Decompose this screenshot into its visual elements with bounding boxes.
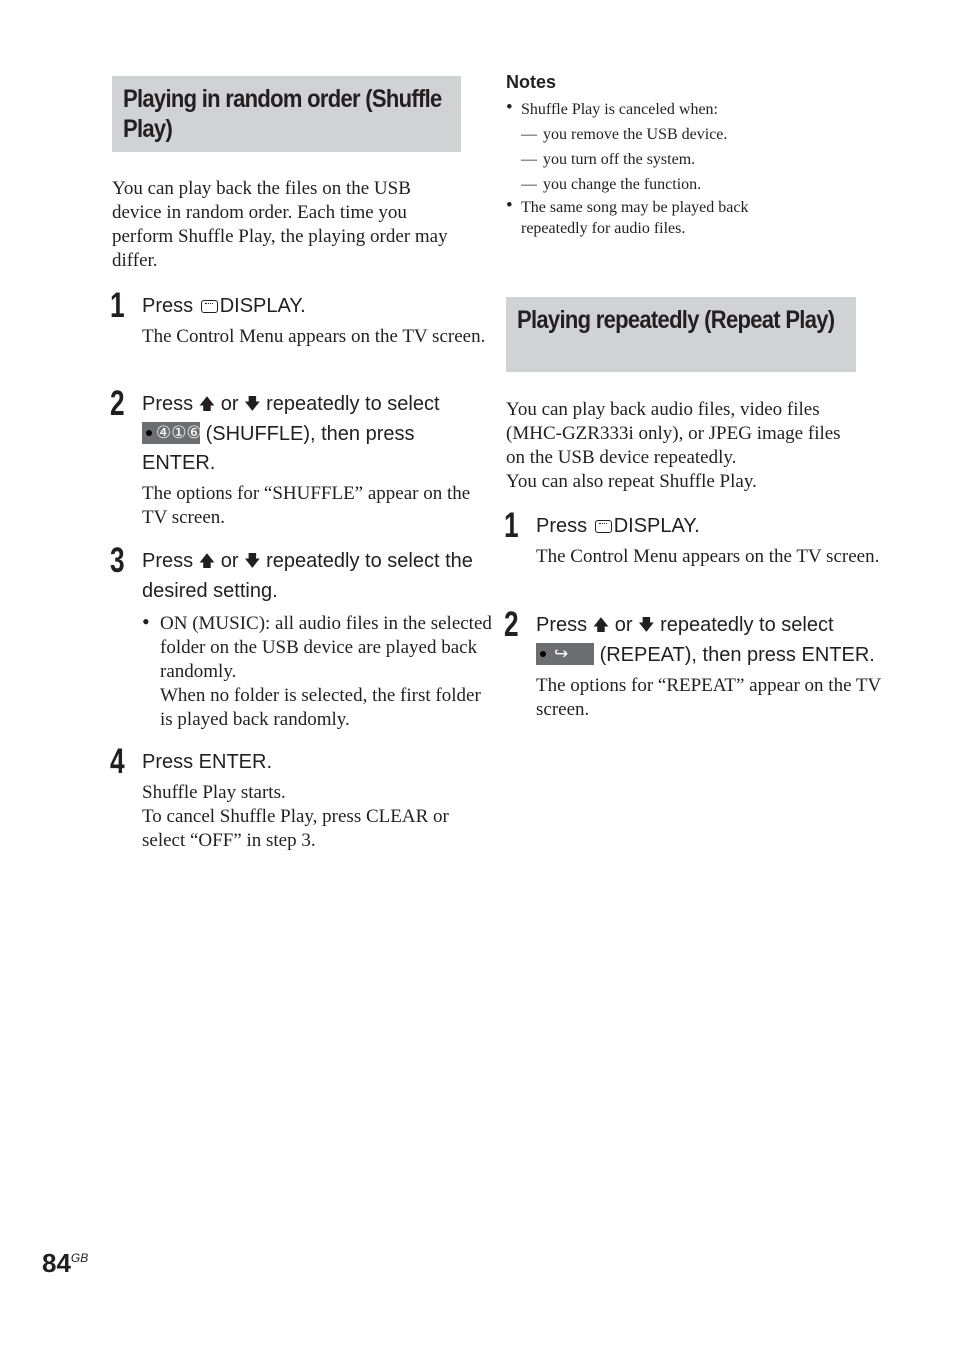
press-text: Press xyxy=(536,614,588,636)
region-code: GB xyxy=(70,1251,89,1265)
display-text: DISPLAY. xyxy=(219,295,306,317)
menu-item-text: (REPEAT), then press ENTER. xyxy=(599,644,875,666)
step-number: 2 xyxy=(504,605,519,644)
shuffle-step-4 xyxy=(110,742,492,853)
or-text: or xyxy=(614,614,633,636)
list-item: — you change the function. xyxy=(506,172,856,197)
press-text: Press xyxy=(142,550,194,572)
step-description: The options for “SHUFFLE” appear on the TV screen. xyxy=(142,483,471,528)
setting-list xyxy=(142,612,492,732)
press-text: Press xyxy=(142,295,194,317)
step-description: Shuffle Play starts. To cancel Shuffle Play, press CLEAR or select “OFF” in step 3. xyxy=(142,782,449,851)
display-button-icon xyxy=(595,520,612,533)
step-description: The options for “REPEAT” appear on the TV screen. xyxy=(536,675,881,720)
down-arrow-icon: 🡇 xyxy=(244,553,261,570)
section-heading-shuffle xyxy=(112,76,461,152)
step-number: 1 xyxy=(504,506,519,545)
step-number: 2 xyxy=(110,384,125,423)
down-arrow-icon: 🡇 xyxy=(638,617,655,634)
repeat-text: repeatedly to select the desired setting. xyxy=(142,550,473,602)
up-arrow-icon: 🡅 xyxy=(592,617,610,634)
shuffle-step-1 xyxy=(110,286,492,349)
step-description: The Control Menu appears on the TV screen. xyxy=(142,326,486,347)
repeat-heading-text: Playing repeatedly (Repeat Play) xyxy=(517,306,835,334)
shuffle-heading-text: Playing in random order (Shuffle Play) xyxy=(123,85,442,143)
step-instruction xyxy=(142,547,492,606)
display-button-icon xyxy=(201,300,218,313)
step-instruction xyxy=(536,611,886,670)
repeat-osd-icon: ↪ xyxy=(536,643,594,665)
shuffle-step-2 xyxy=(110,384,492,530)
press-text: Press xyxy=(536,515,588,537)
repeat-text: repeatedly to select xyxy=(266,393,440,415)
menu-item-text: (SHUFFLE), then press ENTER. xyxy=(142,423,415,474)
step-description: The Control Menu appears on the TV screen. xyxy=(536,546,880,567)
step-instruction xyxy=(536,512,886,541)
step-instruction: Press ENTER. xyxy=(142,751,273,773)
section-heading-repeat xyxy=(506,297,856,372)
list-item: • Shuffle Play is canceled when: xyxy=(506,97,856,122)
repeat-step-1 xyxy=(504,506,886,569)
repeat-step-2 xyxy=(504,605,886,722)
display-text: DISPLAY. xyxy=(613,515,700,537)
notes-title: Notes xyxy=(506,72,557,92)
up-arrow-icon: 🡅 xyxy=(198,396,216,413)
step-number: 3 xyxy=(110,541,125,580)
list-item: • ON (MUSIC): all audio files in the selected folder on the USB device are played back randomly. When no folder is selected, the first folder is played back randomly. xyxy=(142,612,492,732)
down-arrow-icon: 🡇 xyxy=(244,396,261,413)
page-number: $84^{GB}$ xyxy=(42,1248,89,1278)
notes-block xyxy=(506,71,856,239)
shuffle-intro: You can play back the files on the USB device in random order. Each time you perform Shuffle Play, the playing order may differ. xyxy=(112,178,448,271)
shuffle-osd-icon: ④①⑥ xyxy=(142,422,200,444)
or-text: or xyxy=(220,393,239,415)
list-item: • The same song may be played back repeatedly for audio files. xyxy=(506,197,791,239)
press-text: Press xyxy=(142,393,194,415)
step-instruction xyxy=(142,292,492,321)
repeat-intro: You can play back audio files, video files (MHC-GZR333i only), or JPEG image files on the USB device repeatedly. You can also repeat Shuffle Play. xyxy=(506,399,841,492)
list-item: — you turn off the system. xyxy=(506,147,856,172)
shuffle-step-3 xyxy=(110,541,492,732)
step-instruction xyxy=(142,390,492,478)
notes-list xyxy=(506,97,856,239)
step-number: 4 xyxy=(110,742,125,781)
or-text: or xyxy=(220,550,239,572)
up-arrow-icon: 🡅 xyxy=(198,553,216,570)
list-item: — you remove the USB device. xyxy=(506,122,856,147)
step-number: 1 xyxy=(110,286,125,325)
repeat-text: repeatedly to select xyxy=(660,614,834,636)
